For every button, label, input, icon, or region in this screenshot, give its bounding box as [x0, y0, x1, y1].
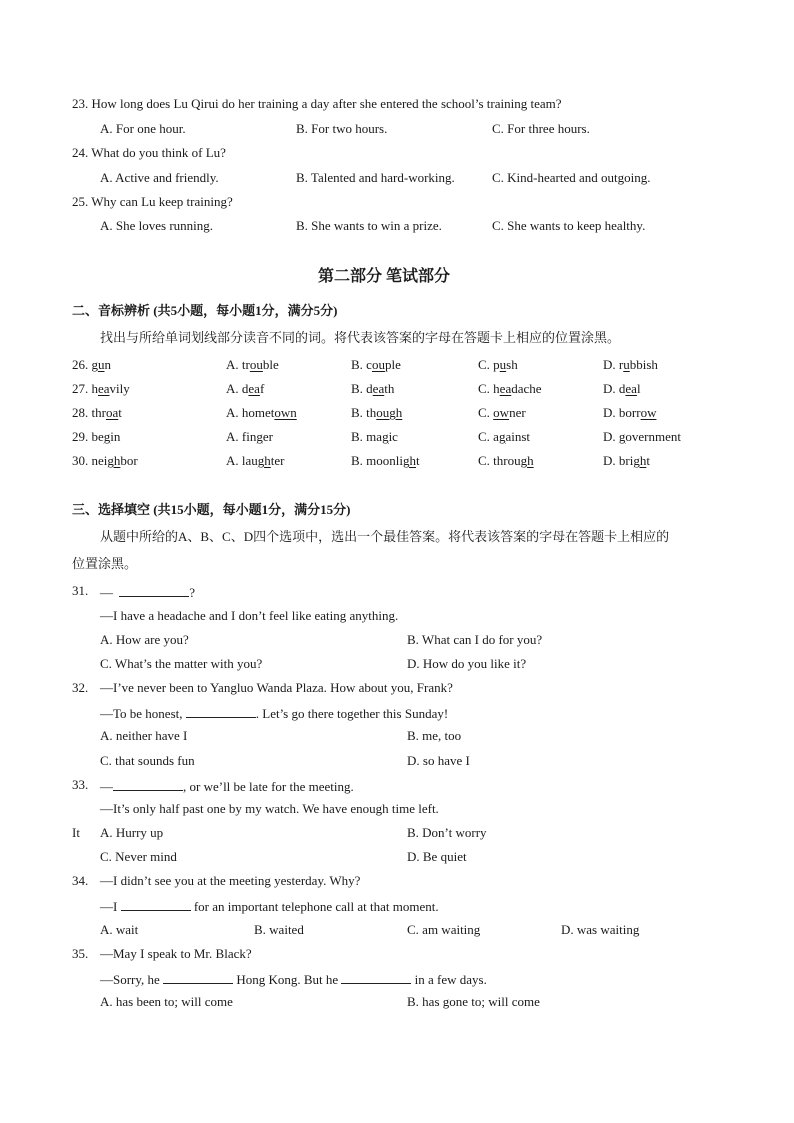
word-end: n	[104, 357, 111, 372]
phonetics-q29-option-c	[478, 430, 530, 443]
question-31-option-b: B. What can I do for you?	[407, 632, 543, 647]
phonetics-q27-option-a	[226, 382, 264, 395]
underlined-letters: ow	[493, 405, 510, 420]
question-32-number: 32.	[72, 680, 89, 695]
word-start: tr	[241, 357, 250, 372]
underlined-letters: g	[498, 429, 506, 444]
question-31-option-c: C. What’s the matter with you?	[100, 656, 263, 671]
underlined-letters: oa	[105, 405, 119, 420]
word-start: bri	[618, 453, 634, 468]
word-start: p	[493, 357, 500, 372]
word-end: ic	[388, 429, 398, 444]
question-25-option-b: B. She wants to win a prize.	[296, 218, 442, 233]
prefix-label: B.	[351, 381, 367, 396]
answer-blank-2	[341, 971, 411, 984]
question-25-option-c: C. She wants to keep healthy.	[492, 218, 646, 233]
prefix-label: D.	[603, 405, 619, 420]
prefix-label: 30.	[72, 453, 92, 468]
word-start: ma	[366, 429, 383, 444]
word-end: t	[118, 405, 122, 420]
word-end: sh	[506, 357, 518, 372]
phonetics-q26-word	[72, 358, 111, 371]
question-31-number: 31.	[72, 583, 89, 598]
word-start: be	[91, 429, 104, 444]
phonetics-section-heading: 二、音标辨析 (共5小题，每小题1分，满分5分)	[72, 303, 338, 318]
phonetics-q28-word	[72, 406, 122, 419]
word-start: throu	[493, 453, 521, 468]
question-35-line1: —May I speak to Mr. Black?	[100, 946, 252, 961]
line-text-before: —I	[100, 899, 118, 914]
prefix-label: B.	[351, 405, 367, 420]
prefix-label: 28.	[72, 405, 92, 420]
word-start: thr	[91, 405, 106, 420]
underlined-letters: g	[103, 429, 111, 444]
phonetics-q30-word	[72, 454, 138, 467]
phonetics-q29-word	[72, 430, 120, 443]
question-32-option-c: C. that sounds fun	[100, 753, 195, 768]
question-35-option-b: B. has gone to; will come	[407, 994, 540, 1009]
question-31-option-d: D. How do you like it?	[407, 656, 527, 671]
phonetics-q28-option-a	[226, 406, 297, 419]
underlined-letters: u	[499, 357, 507, 372]
word-start: lau	[241, 453, 258, 468]
phonetics-q27-option-d	[603, 382, 641, 395]
prefix-label: A.	[226, 381, 242, 396]
underlined-letters: u	[623, 357, 630, 372]
phonetics-q29-option-d	[603, 430, 681, 443]
word-end: t	[416, 453, 420, 468]
word-end: vily	[109, 381, 130, 396]
question-32-line2	[100, 705, 448, 720]
phonetics-q26-option-d	[603, 358, 658, 371]
underlined-letters: ow	[640, 405, 657, 420]
answer-blank-1	[163, 971, 233, 984]
question-23-option-b: B. For two hours.	[296, 121, 388, 136]
answer-blank	[121, 898, 191, 911]
word-start: r	[618, 357, 624, 372]
word-start: h	[91, 381, 98, 396]
phonetics-q29-option-b	[351, 430, 398, 443]
word-end: in	[110, 429, 121, 444]
phonetics-q28-option-c	[478, 406, 526, 419]
question-mark: ?	[189, 585, 196, 600]
question-32-option-d: D. so have I	[407, 753, 470, 768]
phonetics-q27-option-b	[351, 382, 394, 395]
word-start: d	[366, 381, 373, 396]
line-text-after: , or we’ll be late for the meeting.	[183, 779, 354, 794]
prefix-label: 27.	[72, 381, 92, 396]
underlined-letters: ea	[499, 381, 512, 396]
prefix-label: C.	[478, 405, 494, 420]
line-text-after: . Let’s go there together this Sunday!	[255, 706, 449, 721]
question-24-option-c: C. Kind-hearted and outgoing.	[492, 170, 651, 185]
line-text-after: for an important telephone call at that moment.	[193, 899, 439, 914]
prefix-label: A.	[226, 429, 242, 444]
answer-blank	[119, 584, 189, 597]
question-33-line1	[100, 778, 354, 793]
phonetics-q26-option-b	[351, 358, 401, 371]
underlined-letters: gh	[520, 453, 534, 468]
prefix-label: A.	[226, 405, 242, 420]
underlined-letters: ea	[248, 381, 260, 396]
choice-instruction-line1: 从题中所给的A、B、C、D四个选项中，选出一个最佳答案。将代表该答案的字母在答题卡上相应的	[100, 529, 670, 544]
phonetics-q30-option-a	[226, 454, 285, 467]
prefix-label: A.	[226, 357, 242, 372]
word-start: nei	[91, 453, 108, 468]
question-33-option-d: D. Be quiet	[407, 849, 467, 864]
word-end: er	[262, 429, 273, 444]
underlined-letters: ea	[625, 381, 637, 396]
question-34-line1: —I didn’t see you at the meeting yesterday. Why?	[100, 873, 361, 888]
question-25-option-a: A. She loves running.	[100, 218, 214, 233]
question-34-option-b: B. waited	[254, 922, 304, 937]
word-end: bbish	[629, 357, 658, 372]
question-33-option-b: B. Don’t worry	[407, 825, 487, 840]
question-35-option-a: A. has been to; will come	[100, 994, 233, 1009]
prefix-label: 26.	[72, 357, 92, 372]
underlined-letters: gh	[107, 453, 121, 468]
question-32-option-b: B. me, too	[407, 728, 462, 743]
underlined-letters: own	[274, 405, 297, 420]
phonetics-q27-option-c	[478, 382, 542, 395]
word-end: overnment	[625, 429, 681, 444]
underlined-letters: g	[618, 429, 626, 444]
phonetics-q28-option-d	[603, 406, 656, 419]
question-25-stem: 25. Why can Lu keep training?	[72, 194, 233, 209]
word-end: ner	[509, 405, 526, 420]
prefix-label: D.	[603, 381, 619, 396]
underlined-letters: ough	[376, 405, 403, 420]
prefix-label: 29.	[72, 429, 92, 444]
underlined-letters: g	[382, 429, 389, 444]
question-33-number: 33.	[72, 777, 89, 792]
word-start: borr	[618, 405, 641, 420]
prefix-label: B.	[351, 429, 367, 444]
prefix-label: D.	[603, 453, 619, 468]
question-34-option-c: C. am waiting	[407, 922, 481, 937]
question-34-option-a: A. wait	[100, 922, 139, 937]
question-33-line2: —It’s only half past one by my watch. We have enough time left.	[100, 801, 439, 816]
stray-text: It	[72, 825, 80, 840]
word-end: dache	[511, 381, 542, 396]
word-start: moonli	[366, 453, 404, 468]
word-start: fin	[241, 429, 257, 444]
word-start: d	[618, 381, 626, 396]
question-24-option-a: A. Active and friendly.	[100, 170, 219, 185]
phonetics-q30-option-c	[478, 454, 534, 467]
phonetics-q30-option-d	[603, 454, 650, 467]
question-31-line1	[100, 584, 195, 599]
word-end: ainst	[505, 429, 531, 444]
dash: —	[100, 585, 113, 600]
question-33-option-a: A. Hurry up	[100, 825, 164, 840]
underlined-letters: gh	[633, 453, 647, 468]
choice-section-heading: 三、选择填空 (共15小题，每小题1分，满分15分)	[72, 502, 351, 517]
question-23-option-c: C. For three hours.	[492, 121, 590, 136]
word-end: ple	[384, 357, 401, 372]
word-end: ter	[270, 453, 285, 468]
line-text-c: in a few days.	[414, 972, 487, 987]
underlined-letters: ou	[249, 357, 263, 372]
phonetics-q27-word	[72, 382, 130, 395]
phonetics-instruction: 找出与所给单词划线部分读音不同的词。将代表该答案的字母在答题卡上相应的位置涂黑。	[100, 330, 621, 345]
word-end: t	[646, 453, 650, 468]
question-34-line2	[100, 898, 439, 913]
prefix-label: D.	[603, 429, 619, 444]
part-two-title: 第二部分 笔试部分	[318, 268, 451, 285]
question-23-option-a: A. For one hour.	[100, 121, 186, 136]
word-start: g	[91, 357, 98, 372]
choice-instruction-line2: 位置涂黑。	[72, 556, 138, 571]
underlined-letters: ou	[371, 357, 385, 372]
word-start: homet	[241, 405, 275, 420]
word-end: l	[636, 381, 641, 396]
question-34-option-d: D. was waiting	[561, 922, 640, 937]
line-text-before: —To be honest,	[100, 706, 183, 721]
word-start: th	[366, 405, 377, 420]
prefix-label: C.	[478, 453, 494, 468]
question-33-option-c: C. Never mind	[100, 849, 177, 864]
phonetics-q26-option-a	[226, 358, 279, 371]
prefix-label: B.	[351, 453, 367, 468]
word-end: f	[259, 381, 265, 396]
phonetics-q28-option-b	[351, 406, 402, 419]
dash: —	[100, 779, 113, 794]
word-start: c	[366, 357, 372, 372]
prefix-label: C.	[478, 381, 494, 396]
phonetics-q26-option-c	[478, 358, 518, 371]
word-end: ble	[262, 357, 279, 372]
question-35-number: 35.	[72, 946, 89, 961]
underlined-letters: gh	[403, 453, 417, 468]
word-end: th	[384, 381, 395, 396]
question-32-option-a: A. neither have I	[100, 728, 188, 743]
question-24-stem: 24. What do you think of Lu?	[72, 145, 226, 160]
prefix-label: C.	[478, 429, 494, 444]
question-31-option-a: A. How are you?	[100, 632, 189, 647]
question-24-option-b: B. Talented and hard-working.	[296, 170, 455, 185]
question-32-line1: —I’ve never been to Yangluo Wanda Plaza. How about you, Frank?	[100, 680, 453, 695]
question-31-line2: —I have a headache and I don’t feel like eating anything.	[100, 608, 399, 623]
line-text-b: Hong Kong. But he	[236, 972, 339, 987]
underlined-letters: ea	[98, 381, 110, 396]
line-text-a: —Sorry, he	[100, 972, 160, 987]
prefix-label: A.	[226, 453, 242, 468]
prefix-label: C.	[478, 357, 494, 372]
word-start: d	[241, 381, 249, 396]
word-start: h	[493, 381, 500, 396]
underlined-letters: ea	[372, 381, 385, 396]
phonetics-q30-option-b	[351, 454, 420, 467]
word-end: bor	[120, 453, 138, 468]
word-start: a	[493, 429, 499, 444]
question-23-stem: 23. How long does Lu Qirui do her training a day after she entered the school’s training team?	[72, 96, 562, 111]
question-34-number: 34.	[72, 873, 89, 888]
underlined-letters: g	[256, 429, 263, 444]
prefix-label: D.	[603, 357, 619, 372]
question-35-line2	[100, 971, 487, 986]
underlined-letters: u	[98, 357, 105, 372]
answer-blank	[113, 778, 183, 791]
answer-blank	[186, 705, 256, 718]
phonetics-q29-option-a	[226, 430, 273, 443]
prefix-label: B.	[351, 357, 367, 372]
underlined-letters: gh	[257, 453, 271, 468]
